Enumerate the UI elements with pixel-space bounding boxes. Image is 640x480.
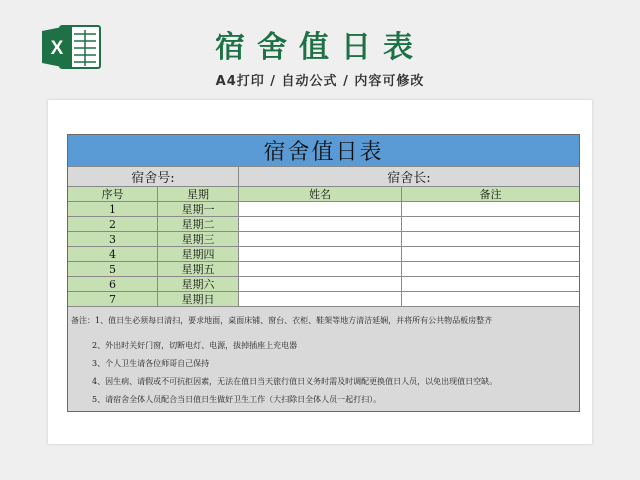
row-note-cell[interactable] xyxy=(402,202,579,216)
row-number[interactable]: 5 xyxy=(68,262,158,276)
row-number[interactable]: 7 xyxy=(68,292,158,306)
table-row xyxy=(68,262,579,277)
table-row xyxy=(68,232,579,247)
table-title-row xyxy=(68,135,579,167)
row-number[interactable]: 2 xyxy=(68,217,158,231)
row-number[interactable]: 6 xyxy=(68,277,158,291)
row-day[interactable]: 星期一 xyxy=(158,202,239,216)
row-day[interactable]: 星期四 xyxy=(158,247,239,261)
note-line: 3、个人卫生请各位师哥自己保持 xyxy=(92,359,210,368)
duty-table xyxy=(67,134,580,412)
row-number[interactable]: 1 xyxy=(68,202,158,216)
page-subtitle: A4打印 / 自动公式 / 内容可修改 xyxy=(215,74,425,89)
row-day[interactable]: 星期二 xyxy=(158,217,239,231)
col-header-name[interactable]: 姓名 xyxy=(239,187,402,201)
info-row xyxy=(68,167,579,187)
excel-logo-letter: X xyxy=(50,38,64,59)
row-name-cell[interactable] xyxy=(239,262,402,276)
col-header-no[interactable]: 序号 xyxy=(68,187,158,201)
row-note-cell[interactable] xyxy=(402,277,579,291)
row-name-cell[interactable] xyxy=(239,202,402,216)
row-number[interactable]: 4 xyxy=(68,247,158,261)
col-header-note[interactable]: 备注 xyxy=(479,188,502,201)
column-header-row xyxy=(68,187,579,202)
row-note-cell[interactable] xyxy=(402,247,579,261)
row-note-cell[interactable] xyxy=(402,292,579,306)
note-line: 2、外出时关好门窗，切断电灯、电源，拔掉插座上充电器 xyxy=(92,341,298,350)
note-line: 5、请宿舍全体人员配合当日值日生做好卫生工作（大扫除日全体人员一起打扫）。 xyxy=(92,395,382,404)
row-number[interactable]: 3 xyxy=(68,232,158,246)
table-title[interactable]: 宿舍值日表 xyxy=(263,140,384,165)
page-title: 宿舍值日表 xyxy=(215,30,425,65)
row-name-cell[interactable] xyxy=(239,292,402,306)
row-note-cell[interactable] xyxy=(402,217,579,231)
note-line: 备注：1、值日生必须每日清扫，要求地面，桌面床铺、窗台、衣柜、鞋架等地方清洁延娴，并将所有公共物品板房整齐 xyxy=(71,316,493,325)
row-name-cell[interactable] xyxy=(239,277,402,291)
row-day[interactable]: 星期日 xyxy=(158,292,239,306)
row-day[interactable]: 星期五 xyxy=(158,262,239,276)
table-row xyxy=(68,217,579,232)
notes-cell[interactable] xyxy=(68,307,579,411)
table-row xyxy=(68,247,579,262)
row-name-cell[interactable] xyxy=(239,247,402,261)
row-note-cell[interactable] xyxy=(402,262,579,276)
row-name-cell[interactable] xyxy=(239,232,402,246)
dorm-number-label[interactable]: 宿舍号: xyxy=(68,167,239,186)
table-row xyxy=(68,292,579,307)
col-header-day[interactable]: 星期 xyxy=(158,187,239,201)
row-name-cell[interactable] xyxy=(239,217,402,231)
row-day[interactable]: 星期三 xyxy=(158,232,239,246)
row-note-cell[interactable] xyxy=(402,232,579,246)
dorm-leader-label[interactable]: 宿舍长: xyxy=(387,171,431,186)
table-row xyxy=(68,277,579,292)
note-line: 4、因生病、请假或不可抗拒因素，无法在值日当天旅行值日义务时需及时调配更换值日人员，以免出现值日空缺。 xyxy=(92,377,498,386)
row-day[interactable]: 星期六 xyxy=(158,277,239,291)
table-row xyxy=(68,202,579,217)
